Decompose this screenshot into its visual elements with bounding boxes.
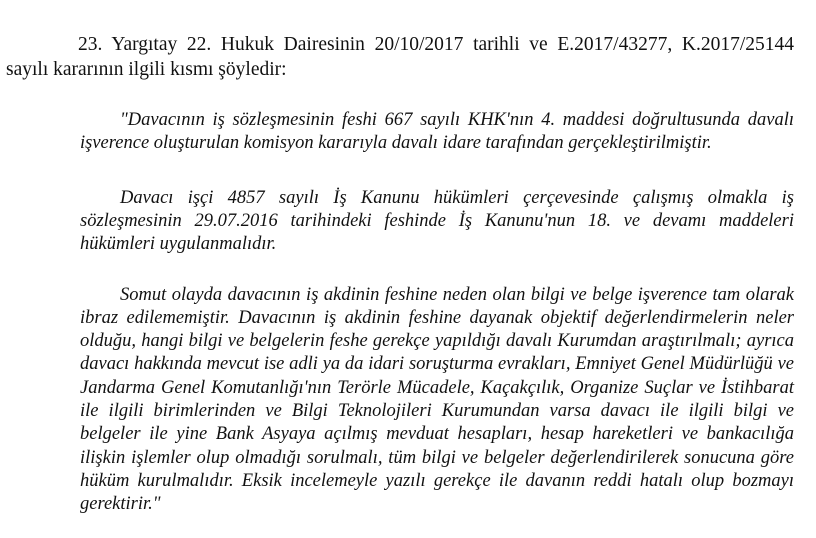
quote-paragraph-2: Davacı işçi 4857 sayılı İş Kanunu hükümleri çerçevesinde çalışmış olmakla iş sözleşmesinin 29.07.2016 tarihindeki feshinde İş Kanunu'nun 18. ve devamı maddeleri hükümleri uygulanmalıdır. (80, 187, 794, 255)
quote-paragraph-3: Somut olayda davacının iş akdinin feshine neden olan bilgi ve belge işverence tam olarak ibraz edilememiştir. Davacının iş akdinin feshine dayanak objektif değerlendirmelerin neler olduğu, hangi bilgi ve belgelerin feshe gerekçe yapıldığı davalı Kurumdan araştırılmalı; ayrıca davacı hakkında mevcut ise adli ya da idari soruşturma evrakları, Emniyet Genel Müdürlüğü ve Jandarma Genel Komutanlığı'nın Terörle Mücadele, Kaçakçılık, Organize Suçlar ve İstihbarat ile ilgili birimlerinden ve Bilgi Teknolojileri Kurumundan varsa davacı ile ilgili bilgi ve belgeler ile yine Bank Asyaya açılmış mevduat hesapları, hesap hareketleri ve bankacılığa ilişkin işlemler olup olmadığı sorulmalı, tüm bilgi ve belgeler değerlendirilerek sonucuna göre hüküm kurulmalıdır. Eksik incelemeyle yazılı gerekçe ile davanın reddi hatalı olup bozmayı gerektirir." (80, 284, 794, 515)
intro-paragraph: 23. Yargıtay 22. Hukuk Dairesinin 20/10/2017 tarihli ve E.2017/43277, K.2017/25144 sayılı kararının ilgili kısmı şöyledir: (6, 33, 794, 80)
quote-paragraph-1: "Davacının iş sözleşmesinin feshi 667 sayılı KHK'nın 4. maddesi doğrultusunda davalı işverence oluşturulan komisyon kararıyla davalı idare tarafından gerçekleştirilmiştir. (80, 109, 794, 153)
